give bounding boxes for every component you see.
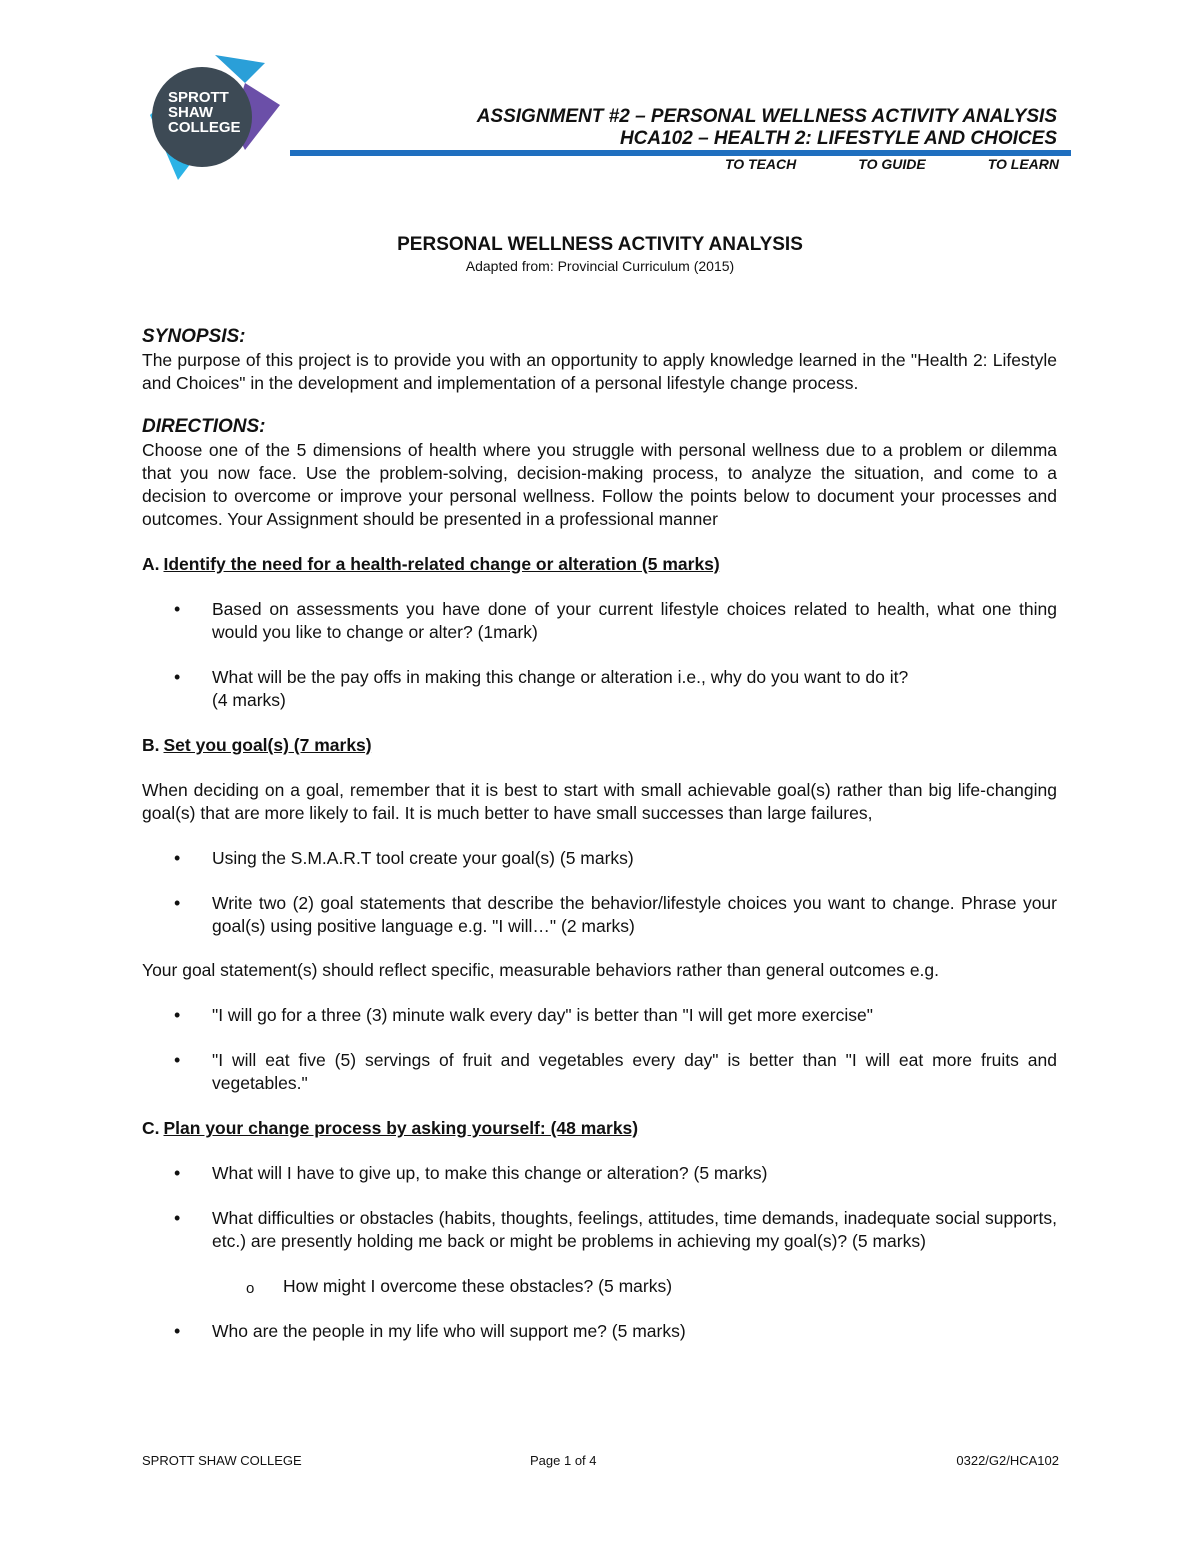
motto-row xyxy=(559,156,1059,172)
list-item: • Who are the people in my life who will support me? (5 marks) xyxy=(174,1321,686,1341)
list-item: • Based on assessments you have done of your current lifestyle choices related to health, what one thing would you like to change or alter? (1mark) xyxy=(174,599,1057,642)
section-b-list xyxy=(142,847,1057,938)
list-item: • What will I have to give up, to make this change or alteration? (5 marks) xyxy=(174,1163,768,1183)
list-item: • What difficulties or obstacles (habits, thoughts, feelings, attitudes, time demands, inadequate social supports, etc.) are presently holding me back or might be problems in achieving my goal(s)? (5 marks) xyxy=(174,1208,1057,1251)
page-subtitle: Adapted from: Provincial Curriculum (2015) xyxy=(465,258,735,274)
course-title: HCA102 – HEALTH 2: LIFESTYLE AND CHOICES xyxy=(619,128,1057,149)
list-item: • "I will go for a three (3) minute walk every day" is better than "I will get more exercise" xyxy=(174,1005,873,1025)
footer-right: 0322/G2/HCA102 xyxy=(956,1453,1059,1468)
list-item: • "I will eat five (5) servings of fruit and vegetables every day" is better than "I will eat more fruits and vegetables." xyxy=(174,1050,1057,1093)
section-b-note: Your goal statement(s) should reflect specific, measurable behaviors rather than general outcomes e.g. xyxy=(142,960,940,980)
header-titles xyxy=(297,106,1057,150)
synopsis-text: The purpose of this project is to provide you with an opportunity to apply knowledge learned in the "Health 2: Lifestyle and Choices" in the development and implementation of a personal lifestyle change process. xyxy=(142,350,1057,393)
directions-text: Choose one of the 5 dimensions of health where you struggle with personal wellness due to a problem or dilemma that you now face. Use the problem-solving, decision-making process, to analyze the situation, and come to a decision to overcome or improve your personal wellness. Follow the points below to document your processes and outcomes. Your Assignment should be presented in a professional manner xyxy=(142,440,1057,529)
section-c-list xyxy=(142,1162,1057,1343)
section-b-intro: When deciding on a goal, remember that it is best to start with small achievable goal(s) rather than big life-changing goal(s) that are more likely to fail. It is much better to have small successes than large failures, xyxy=(142,780,1057,823)
section-a-heading: A. Identify the need for a health-related change or alteration (5 marks) xyxy=(142,554,720,574)
motto-guide: TO GUIDE xyxy=(858,156,926,172)
motto-learn: TO LEARN xyxy=(987,156,1059,172)
motto-teach: TO TEACH xyxy=(724,156,797,172)
svg-text:COLLEGE xyxy=(168,119,241,136)
footer-left: SPROTT SHAW COLLEGE xyxy=(142,1453,302,1468)
college-logo xyxy=(150,55,285,183)
document-body xyxy=(142,325,1057,1343)
synopsis-heading: SYNOPSIS: xyxy=(142,326,246,347)
page-title: PERSONAL WELLNESS ACTIVITY ANALYSIS xyxy=(397,234,803,255)
directions-heading: DIRECTIONS: xyxy=(142,416,266,437)
list-item: o How might I overcome these obstacles? (5 marks) xyxy=(246,1276,673,1297)
section-b-heading: B. Set you goal(s) (7 marks) xyxy=(142,735,372,755)
page-number: Page 1 of 4 xyxy=(530,1453,597,1468)
logo-line-3: COLLEGE xyxy=(168,119,241,136)
section-b-examples xyxy=(142,1004,1057,1095)
section-a-list xyxy=(142,598,1057,712)
section-c-heading: C. Plan your change process by asking yourself: (48 marks) xyxy=(142,1118,639,1138)
list-item: • Using the S.M.A.R.T tool create your goal(s) (5 marks) xyxy=(174,848,634,868)
list-item: • What will be the pay offs in making this change or alteration i.e., why do you want to do it? (4 marks) xyxy=(174,667,909,710)
assignment-title: ASSIGNMENT #2 – PERSONAL WELLNESS ACTIVITY ANALYSIS xyxy=(476,106,1057,127)
list-item: • Write two (2) goal statements that describe the behavior/lifestyle choices you want to change. Phrase your goal(s) using positive language e.g. "I will…" (2 marks) xyxy=(174,893,1057,936)
logo-line-2: SHAW xyxy=(168,104,213,121)
logo-line-1: SPROTT xyxy=(168,89,229,106)
